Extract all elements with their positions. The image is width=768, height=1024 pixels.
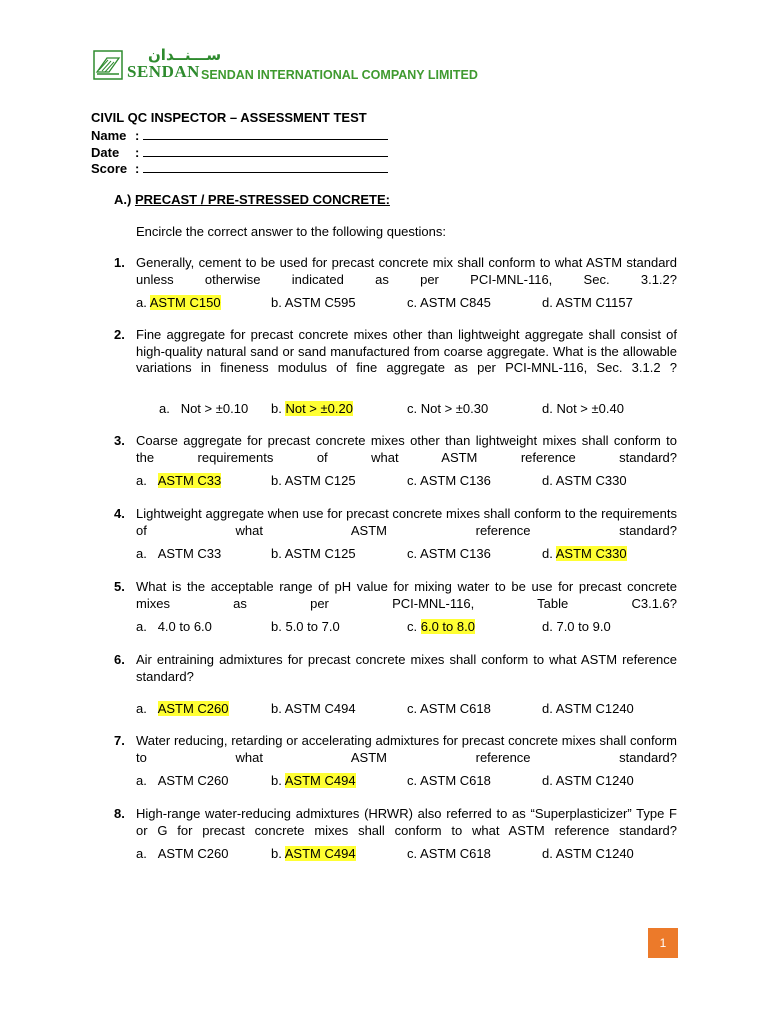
question-number: 3.	[114, 433, 125, 448]
option-a[interactable]	[136, 701, 229, 716]
question-7-options	[0, 773, 768, 791]
option-d[interactable]	[542, 473, 627, 488]
option-b[interactable]	[271, 619, 340, 634]
date-field	[91, 144, 388, 160]
option-c[interactable]	[407, 295, 491, 310]
option-text: ASTM C150	[149, 295, 221, 310]
option-letter: c.	[407, 846, 418, 861]
option-c[interactable]	[407, 701, 491, 716]
option-b[interactable]	[271, 295, 356, 310]
option-a[interactable]	[136, 773, 229, 788]
question-number: 6.	[114, 652, 125, 667]
option-text: ASTM C330	[555, 546, 627, 561]
test-title: CIVIL QC INSPECTOR – ASSESSMENT TEST	[91, 110, 367, 125]
question-5-options	[0, 619, 768, 637]
date-blank-line[interactable]	[143, 144, 388, 157]
option-text: ASTM C260	[157, 701, 229, 716]
option-letter: a.	[136, 846, 147, 861]
option-text: ASTM C494	[284, 701, 356, 716]
option-letter: a.	[136, 701, 147, 716]
option-letter: a.	[136, 295, 147, 310]
page-number-badge: 1	[648, 928, 678, 958]
option-letter: b.	[271, 619, 282, 634]
question-number: 1.	[114, 255, 125, 270]
company-name: SENDAN INTERNATIONAL COMPANY LIMITED	[201, 68, 478, 82]
option-d[interactable]	[542, 401, 624, 416]
option-text: ASTM C1157	[555, 295, 633, 310]
name-label: Name	[91, 128, 127, 143]
option-letter: b.	[271, 546, 282, 561]
option-text: ASTM C136	[420, 546, 491, 561]
option-d[interactable]	[542, 619, 611, 634]
date-label: Date	[91, 145, 120, 160]
option-letter: b.	[271, 846, 282, 861]
option-b[interactable]	[271, 846, 356, 861]
option-d[interactable]	[542, 773, 634, 788]
logo-arabic-text: ســـنــدان	[148, 46, 222, 64]
option-a[interactable]	[136, 619, 212, 634]
option-letter: c.	[407, 546, 418, 561]
option-text: ASTM C494	[284, 846, 356, 861]
option-letter: d.	[542, 773, 553, 788]
option-text: ASTM C33	[157, 473, 222, 488]
option-c[interactable]	[407, 546, 491, 561]
question-text: What is the acceptable range of pH value for mixing water to be use for precast concrete mixes as per PCI-MNL-116, Table C3.1.6?	[136, 579, 677, 611]
option-text: Not > ±0.10	[180, 401, 249, 416]
section-prefix: A.)	[114, 192, 132, 207]
question-1-options	[0, 295, 768, 313]
option-letter: a.	[136, 619, 147, 634]
question-number: 4.	[114, 506, 125, 521]
option-text: ASTM C136	[420, 473, 491, 488]
option-letter: d.	[542, 846, 553, 861]
option-a[interactable]	[159, 401, 248, 416]
option-text: ASTM C330	[555, 473, 627, 488]
question-text: Lightweight aggregate when use for precast concrete mixes shall conform to the requirements of what ASTM reference standard?	[136, 506, 677, 538]
option-letter: a.	[136, 546, 147, 561]
option-letter: d.	[542, 701, 553, 716]
option-c[interactable]	[407, 619, 475, 634]
option-text: ASTM C494	[284, 773, 356, 788]
option-letter: b.	[271, 473, 282, 488]
option-text: ASTM C618	[420, 701, 491, 716]
option-text: ASTM C125	[284, 546, 356, 561]
option-c[interactable]	[407, 846, 491, 861]
option-text: 6.0 to 8.0	[420, 619, 475, 634]
option-a[interactable]	[136, 546, 221, 561]
option-letter: c.	[407, 773, 418, 788]
option-d[interactable]	[542, 295, 633, 310]
question-text: Fine aggregate for precast concrete mixes other than lightweight aggregate shall consist of high-quality natural sand or sand manufactured from coarse aggregate. What is the allowable variations in fineness modulus of fine aggregate as per PCI-MNL-116, Sec. 3.1.2 ?	[136, 327, 677, 375]
question-8-options	[0, 846, 768, 864]
option-text: ASTM C618	[420, 773, 491, 788]
option-text: ASTM C260	[157, 846, 229, 861]
instructions: Encircle the correct answer to the following questions:	[136, 224, 446, 239]
score-separator: :	[135, 161, 140, 176]
option-d[interactable]	[542, 546, 627, 561]
score-label: Score	[91, 161, 128, 176]
logo-brand-text: SENDAN	[127, 62, 200, 81]
option-letter: c.	[407, 619, 418, 634]
question-2-options	[0, 401, 768, 419]
question-number: 7.	[114, 733, 125, 748]
question-text: Air entraining admixtures for precast concrete mixes shall conform to what ASTM reference standard?	[136, 652, 677, 684]
option-letter: c.	[407, 473, 418, 488]
option-letter: d.	[542, 295, 553, 310]
option-letter: b.	[271, 701, 282, 716]
question-text: Generally, cement to be used for precast concrete mix shall conform to what ASTM standard unless otherwise indicated as per PCI-MNL-116, Sec. 3.1.2?	[136, 255, 677, 287]
question-number: 5.	[114, 579, 125, 594]
option-d[interactable]	[542, 846, 634, 861]
option-a[interactable]	[136, 846, 229, 861]
question-3-options	[0, 473, 768, 491]
question-number: 8.	[114, 806, 125, 821]
option-letter: d.	[542, 619, 553, 634]
score-field	[91, 160, 388, 176]
option-letter: c.	[407, 401, 418, 416]
option-text: ASTM C33	[157, 546, 222, 561]
date-separator: :	[135, 145, 140, 160]
option-b[interactable]	[271, 546, 356, 561]
option-letter: d.	[542, 401, 553, 416]
option-b[interactable]	[271, 473, 356, 488]
question-6-options	[0, 701, 768, 719]
option-text: ASTM C595	[284, 295, 356, 310]
option-text: Not > ±0.20	[285, 401, 353, 416]
option-text: Not > ±0.40	[556, 401, 624, 416]
option-b[interactable]	[271, 773, 356, 788]
score-blank-line[interactable]	[143, 160, 388, 173]
option-text: 4.0 to 6.0	[157, 619, 212, 634]
option-letter: c.	[407, 295, 418, 310]
name-separator: :	[135, 128, 140, 143]
question-text: Coarse aggregate for precast concrete mixes other than lightweight mixes shall conform to the requirements of what ASTM reference standard?	[136, 433, 677, 465]
option-d[interactable]	[542, 701, 634, 716]
option-letter: a.	[159, 401, 170, 416]
question-number: 2.	[114, 327, 125, 342]
option-text: ASTM C1240	[555, 846, 634, 861]
option-text: ASTM C125	[284, 473, 356, 488]
question-text: High-range water-reducing admixtures (HRWR) also referred to as “Superplasticizer” Type F or G for precast concrete mixes shall conform to what ASTM reference standard?	[136, 806, 677, 838]
name-field	[91, 127, 388, 143]
question-4-options	[0, 546, 768, 564]
option-text: Not > ±0.30	[420, 401, 489, 416]
option-text: ASTM C260	[157, 773, 229, 788]
option-text: ASTM C1240	[555, 701, 634, 716]
option-text: ASTM C845	[420, 295, 491, 310]
option-c[interactable]	[407, 473, 491, 488]
option-letter: d.	[542, 546, 553, 561]
option-b[interactable]	[271, 701, 356, 716]
option-text: ASTM C1240	[555, 773, 634, 788]
option-letter: a.	[136, 473, 147, 488]
question-text: Water reducing, retarding or accelerating admixtures for precast concrete mixes shall conform to what ASTM reference standard?	[136, 733, 677, 765]
option-text: 5.0 to 7.0	[285, 619, 340, 634]
option-text: ASTM C618	[420, 846, 491, 861]
sendan-logo-icon	[93, 50, 123, 80]
option-c[interactable]	[407, 401, 488, 416]
option-letter: a.	[136, 773, 147, 788]
option-a[interactable]	[136, 473, 221, 488]
option-text: 7.0 to 9.0	[556, 619, 611, 634]
option-letter: b.	[271, 773, 282, 788]
section-heading	[114, 192, 390, 207]
option-letter: d.	[542, 473, 553, 488]
option-a[interactable]	[136, 295, 221, 310]
option-b[interactable]	[271, 401, 353, 416]
section-title: PRECAST / PRE-STRESSED CONCRETE:	[134, 192, 390, 207]
option-letter: c.	[407, 701, 418, 716]
option-c[interactable]	[407, 773, 491, 788]
option-letter: b.	[271, 401, 282, 416]
name-blank-line[interactable]	[143, 127, 388, 140]
option-letter: b.	[271, 295, 282, 310]
